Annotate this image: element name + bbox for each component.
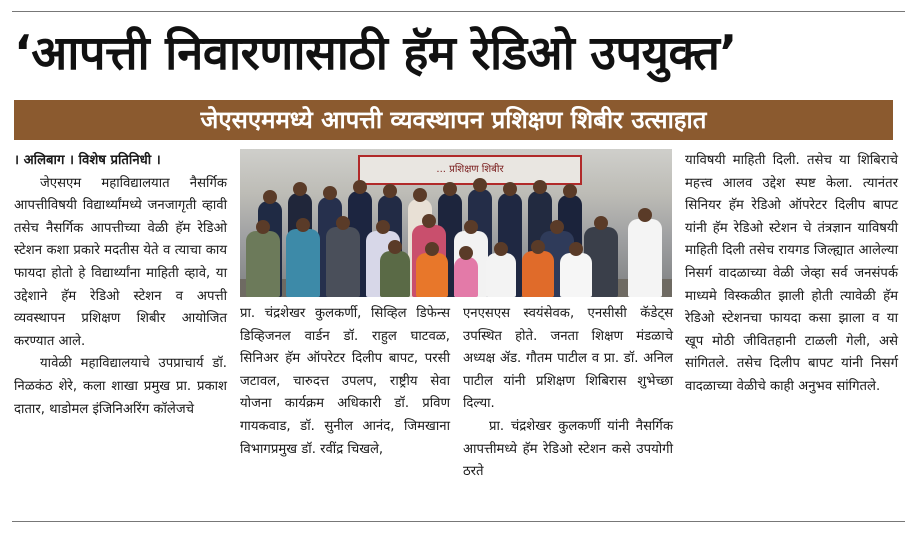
top-rule	[12, 11, 905, 12]
person-figure	[454, 257, 478, 297]
person-figure	[522, 251, 554, 297]
photo-banner: ... प्रशिक्षण शिबीर	[358, 155, 582, 185]
person-figure	[326, 227, 360, 297]
person-figure	[486, 253, 516, 297]
paragraph: यावेळी महाविद्यालयाचे उपप्राचार्य डॉ. निळकंठ शेरे, कला शाखा प्रमुख प्रा. प्रकाश दातार, थाडोमल इंजिनिअरिंग कॉलेजचे	[14, 356, 227, 417]
article-column-2	[240, 303, 450, 461]
person-figure	[416, 253, 448, 297]
subheadline: जेएसएममध्ये आपत्ती व्यवस्थापन प्रशिक्षण शिबीर उत्साहात	[14, 100, 893, 140]
news-photo	[240, 149, 672, 297]
article-column-3	[463, 303, 673, 484]
paragraph: प्रा. चंद्रशेखर कुलकर्णी, सिव्हिल डिफेन्स डिव्हिजनल वार्डन डॉ. राहुल घाटवळ, सिनिअर हॅम ऑपरेटर दिलीप बापट, परसी जटावल, चारुदत्त उपलप, राष्ट्रीय सेवा योजना कार्यक्रम अधिकारी डॉ. प्रविण गायकवाड, डॉ. सुनील आनंद, जिमखाना विभागप्रमुख डॉ. रवींद्र चिखले,	[240, 306, 450, 457]
paragraph: जेएसएम महाविद्यालयात नैसर्गिक आपत्तीविषयी विद्यार्थ्यांमध्ये जनजागृती व्हावी तसेच नैसर्गिक आपत्तीच्या वेळी हॅम रेडिओ स्टेशन कशा प्रकारे मदतीस येते व त्याचा काय फायदा होतो हे विद्यार्थ्यांना माहिती व्हावे, या उद्देशाने हॅम रेडिओ स्टेशन व अपत्ती व्यवस्थापन प्रशिक्षण शिबीर आयोजित करण्यात आले.	[14, 175, 227, 349]
person-figure	[628, 219, 662, 297]
article-column-4	[685, 150, 898, 399]
headline: ‘आपत्ती निवारणासाठी हॅम रेडिओ उपयुक्त’	[14, 26, 737, 81]
article-column-1	[14, 150, 227, 421]
bottom-rule	[12, 521, 905, 522]
paragraph: प्रा. चंद्रशेखर कुलकर्णी यांनी नैसर्गिक आपत्तीमध्ये हॅम रेडिओ स्टेशन कसे उपयोगी ठरते	[463, 418, 673, 480]
person-figure	[246, 231, 280, 297]
paragraph: याविषयी माहिती दिली. तसेच या शिबिराचे महत्त्व आलव उद्देश स्पष्ट केला. त्यानंतर सिनियर हॅम रेडिओ ऑपरेटर दिलीप बापट यांनी हॅम रेडिओ स्टेशन चे तंत्रज्ञान याविषयी माहिती दिली तसेच रायगड जिल्ह्यात आलेल्या निसर्ग वादळाच्या वेळी जेव्हा सर्व जनसंपर्क माध्यमे विस्कळीत झाली होती त्यावेळी हॅम रेडिओ स्टेशनचा फायदा कसा झाला व या खूप मोठी जीवितहानी टाळली गेली, असे सांगितले. तसेच दिलीप बापट यांनी निसर्ग वादळाच्या वेळीचे काही अनुभव सांगितले.	[685, 153, 898, 394]
paragraph: एनएसएस स्वयंसेवक, एनसीसी कॅडेट्स उपस्थित होते. जनता शिक्षण मंडळाचे अध्यक्ष ॲड. गौतम पाटील व प्रा. डॉ. अनिल पाटील यांनी प्रशिक्षण शिबिरास शुभेच्छा दिल्या.	[463, 306, 673, 412]
dateline: । अलिबाग । विशेष प्रतिनिधी ।	[14, 153, 161, 168]
person-figure	[560, 253, 592, 297]
person-figure	[286, 229, 320, 297]
person-figure	[380, 251, 410, 297]
